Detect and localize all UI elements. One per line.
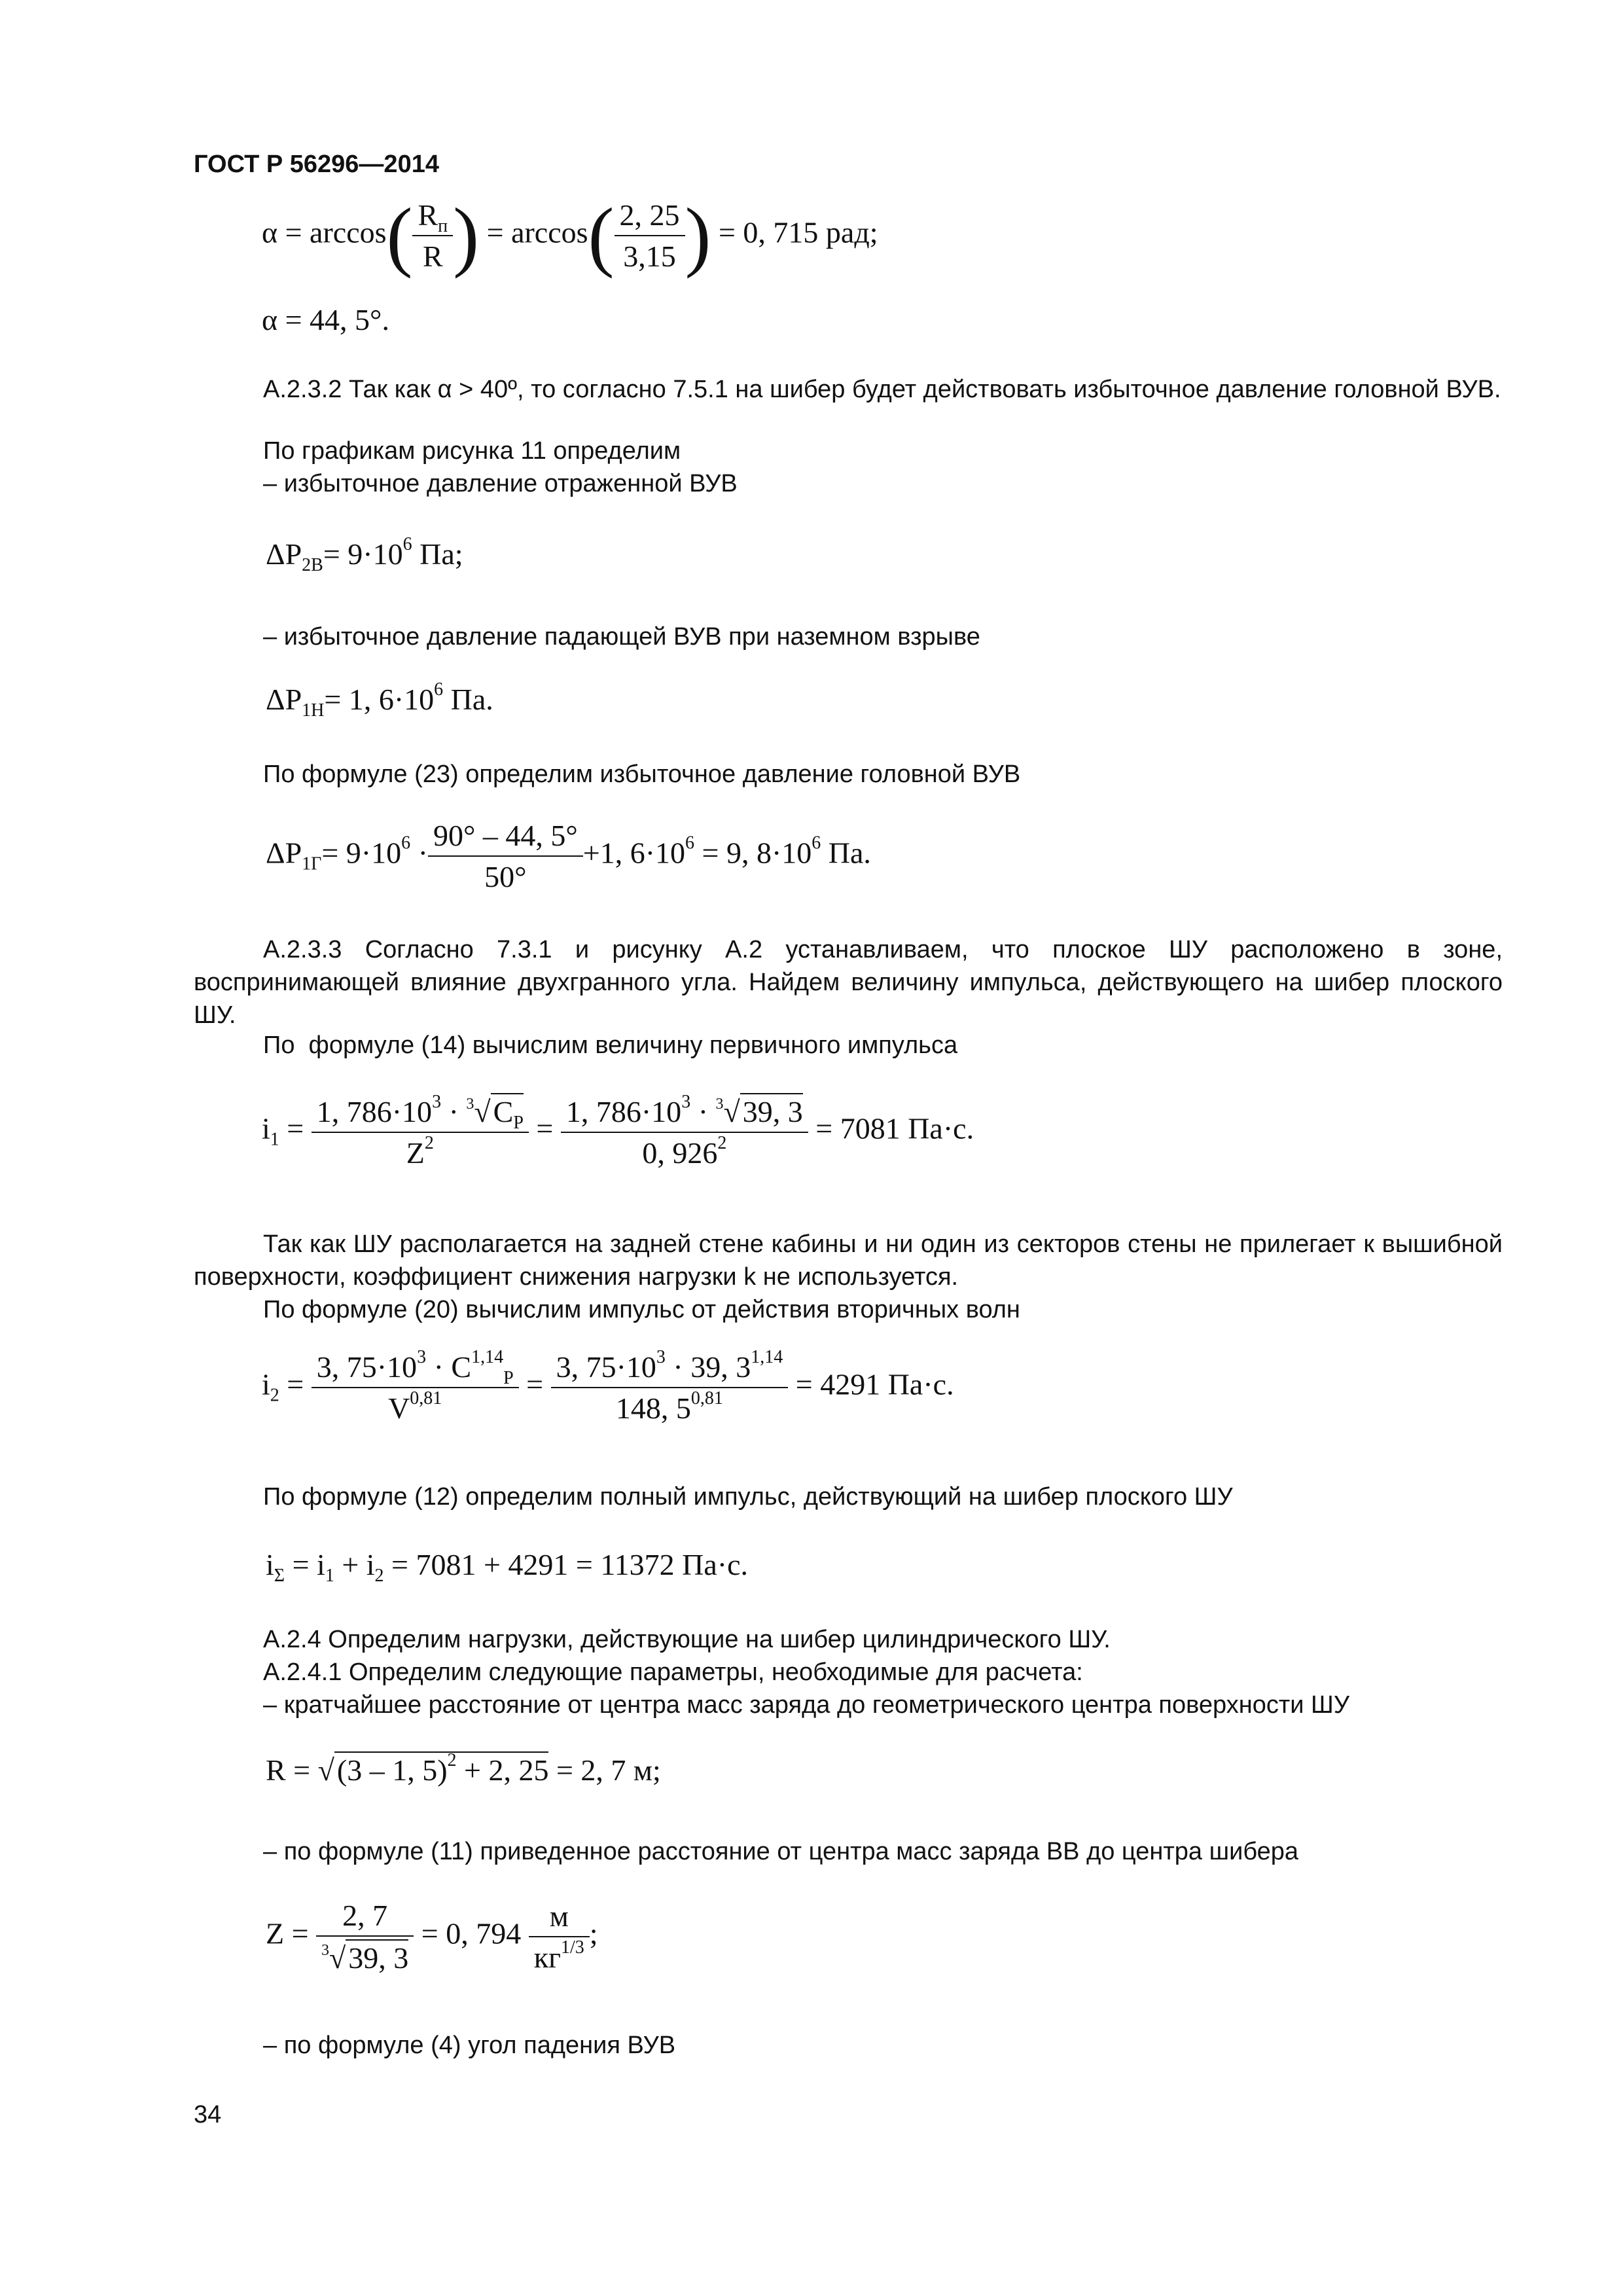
Z-uden: кг: [533, 1941, 561, 1974]
p1n-rhs: = 1, 6·10: [324, 683, 435, 716]
p1g-den: 50°: [428, 855, 583, 894]
i2-num1-tail: · C: [426, 1350, 472, 1384]
p1g-sub: 1Г: [302, 853, 322, 874]
line-formula-14: По формуле (14) вычислим величину первичного импульса: [263, 1031, 958, 1059]
num-225: 2, 25: [619, 198, 680, 232]
R-rad: (3 – 1, 5): [336, 1753, 448, 1787]
p1g-num: 90° – 44, 5°: [433, 819, 578, 852]
den-315: 3,15: [615, 235, 685, 274]
p1n-sub: 1Н: [302, 700, 325, 721]
formula-p1n: [266, 679, 493, 721]
fraction-rn-r: [412, 198, 453, 274]
formula-alpha-rhs: = 0, 715 рад;: [718, 215, 878, 249]
i2-num2-exp: 3: [656, 1347, 666, 1367]
i1-num1-exp: 3: [432, 1092, 442, 1112]
Z-uden-exp: 1/3: [560, 1937, 584, 1958]
p1n-unit: Па.: [443, 683, 493, 716]
i2-fraction-1: [312, 1347, 519, 1426]
i2-num2-tail: · 39, 3: [665, 1350, 751, 1384]
isum-a-sub: 1: [325, 1566, 334, 1586]
isum-rhs: = 7081 + 4291 = 11372 Па·с.: [383, 1548, 749, 1581]
i1-den1-exp: 2: [424, 1133, 434, 1153]
i1-num1-root: C: [493, 1095, 514, 1128]
i1-den2-exp: 2: [717, 1133, 727, 1153]
line-a2-4: А.2.4 Определим нагрузки, действующие на шибер цилиндрического ШУ.: [263, 1626, 1111, 1653]
isum-lhs-sub: Σ: [274, 1566, 285, 1586]
i2-den1-exp: 0,81: [410, 1388, 442, 1408]
i1-fraction-1: $\frac{1, 786\cdot 10^3 \cdot ^3√C_P}{Z^2}$: [312, 1093, 529, 1170]
formula-Z: [266, 1898, 598, 1975]
paren-open: (: [386, 192, 413, 279]
i2-rhs: = 4291 Па·с.: [795, 1367, 954, 1401]
p2v-unit: Па;: [412, 537, 463, 571]
line-a2-4-1: А.2.4.1 Определим следующие параметры, необходимые для расчета:: [263, 1659, 1083, 1686]
line-incident-pressure: – избыточное давление падающей ВУВ при наземном взрыве: [263, 623, 980, 651]
page-number: 34: [194, 2101, 222, 2128]
p2v-sub: 2В: [302, 555, 323, 575]
line-formula-23: По формуле (23) определим избыточное давление головной ВУВ: [263, 761, 1021, 788]
line-shortest-distance: – кратчайшее расстояние от центра масс заряда до геометрического центра поверхности ШУ: [263, 1691, 1349, 1719]
p2v-rhs: = 9·10: [323, 537, 403, 571]
i2-fraction-2: [551, 1347, 789, 1426]
i1-den2: 0, 926: [642, 1136, 718, 1170]
formula-i2: $i_2$ = $\frac{3, 75\cdot 10^3 \cdot C^{1,14}_P}{V^{0,81}}$ = $\frac{3, 75\cdot 10^3 \cdot 39, 3^{1,14}}{148, 5^{0,81}}$ = 4291 Па·с.: [262, 1347, 954, 1425]
R-lhs: R =: [266, 1753, 311, 1787]
p1g-a-exp: 6: [401, 833, 411, 853]
formula-p2v: [266, 534, 463, 575]
p1g-fraction: [428, 818, 583, 894]
Z-den: 39, 3: [346, 1939, 408, 1975]
Z-tail: ;: [589, 1916, 598, 1950]
i1-num2-root: 39, 3: [740, 1093, 803, 1129]
line-by-graphs: По графикам рисунка 11 определим: [263, 437, 681, 465]
p1g-b: +1, 6·10: [582, 836, 686, 870]
formula-alpha-degrees: α = 44, 5°.: [262, 303, 389, 336]
i2-den2: 148, 5: [615, 1391, 691, 1425]
R-rad-tail: + 2, 25: [456, 1753, 549, 1787]
i2-num1-tail-sub: P: [503, 1368, 514, 1388]
isum-lhs: i: [266, 1548, 274, 1581]
i1-eq: =: [279, 1111, 304, 1145]
i1-lhs: i: [262, 1111, 270, 1145]
p1g-c: = 9, 8·10: [694, 836, 812, 870]
line-formula-20: По формуле (20) вычислим импульс от действия вторичных волн: [263, 1296, 1020, 1323]
i2-num2: 3, 75·10: [556, 1350, 656, 1384]
Z-unum: м: [549, 1899, 569, 1933]
i2-lhs: i: [262, 1367, 270, 1401]
i1-den1: Z: [406, 1136, 425, 1170]
fraction-225-315: [615, 198, 685, 274]
i1-lhs-sub: 1: [270, 1129, 279, 1150]
paragraph-a2-3-2: А.2.3.2 Так как α > 40º, то согласно 7.5.1 на шибер будет действовать избыточное давление головной ВУВ.: [263, 376, 1501, 403]
Z-num: 2, 7: [342, 1899, 388, 1932]
paragraph-a2-3-3: А.2.3.3 Согласно 7.3.1 и рисунку А.2 устанавливаем, что плоское ШУ расположено в зоне, воспринимающей влияние двухгранного угла. Найдем величину импульса, действующего на шибер плоского ШУ.: [194, 936, 1503, 1029]
Z-lhs: Z =: [266, 1916, 309, 1950]
paren-close-2: ): [685, 192, 711, 279]
Z-mid: = 0, 794: [421, 1916, 522, 1950]
i1-rhs: = 7081 Па·с.: [815, 1111, 974, 1145]
paragraph-since: Так как ШУ располагается на задней стене кабины и ни один из секторов стены не прилегает к вышибной поверхности, коэффициент снижения нагрузки k не используется.: [194, 1230, 1503, 1291]
formula-alpha-lhs: α = arccos: [262, 215, 387, 249]
i1-num2: 1, 786·10: [565, 1095, 682, 1128]
document-header: ГОСТ Р 56296—2014: [194, 151, 439, 178]
formula-i1: $i_1$ = $\frac{1, 786\cdot 10^3 \cdot ^3√C_P}{Z^2}$ = $\frac{1, 786\cdot 10^3 \cdot ^3√39, 3}{0, 926^2}$ = 7081 Па·с.: [262, 1092, 974, 1170]
line-formula-4: – по формуле (4) угол падения ВУВ: [263, 2032, 676, 2059]
den-r: R: [412, 235, 453, 274]
i1-num1-root-idx: 3: [466, 1096, 474, 1113]
i1-num1-root-sub: P: [513, 1113, 524, 1133]
p1n-exp: 6: [434, 679, 444, 700]
isum-b: + i: [334, 1548, 375, 1581]
line-formula-11: – по формуле (11) приведенное расстояние от центра масс заряда ВВ до центра шибера: [263, 1838, 1299, 1865]
i1-fraction-2: $\frac{1, 786\cdot 10^3 \cdot ^3√39, 3}{0, 926^2}$: [561, 1093, 808, 1170]
i2-num1-tail-exp: 1,14: [471, 1347, 504, 1367]
formula-alpha: [262, 192, 878, 279]
R-rad-exp: 2: [447, 1750, 457, 1770]
R-rhs: = 2, 7 м;: [548, 1753, 661, 1787]
i1-num2-exp: 3: [681, 1092, 691, 1112]
i2-num2-tail-exp: 1,14: [751, 1347, 783, 1367]
formula-alpha-mid: = arccos: [486, 215, 588, 249]
paren-close: ): [453, 192, 480, 279]
formula-R: R = √(3 – 1, 5)$^2$ + 2, 25 = 2, 7 м;: [266, 1750, 661, 1787]
Z-unit-fraction: [529, 1899, 590, 1975]
i1-num1: 1, 786·10: [316, 1095, 433, 1128]
i2-num1-exp: 3: [417, 1347, 427, 1367]
Z-fraction: $\frac{2, 7}{^3√39, 3}$: [316, 1898, 414, 1975]
line-formula-12: По формуле (12) определим полный импульс, действующий на шибер плоского ШУ: [263, 1483, 1233, 1511]
p2v-lhs: ΔP: [266, 537, 302, 571]
isum-a: = i: [285, 1548, 325, 1581]
p1g-lhs: ΔP: [266, 836, 302, 870]
i2-lhs-sub: 2: [270, 1385, 279, 1406]
Z-den-idx: 3: [321, 1942, 330, 1959]
num-r: R: [418, 198, 438, 232]
isum-b-sub: 2: [374, 1566, 384, 1586]
paren-open-2: (: [588, 192, 615, 279]
p1g-unit: Па.: [821, 836, 871, 870]
p2v-exp: 6: [402, 534, 412, 554]
p1g-c-exp: 6: [812, 833, 821, 853]
p1g-a: = 9·10: [321, 836, 402, 870]
i2-den1: V: [388, 1391, 410, 1425]
i2-den2-exp: 0,81: [690, 1388, 723, 1408]
i2-eq: =: [279, 1367, 304, 1401]
num-r-sub: п: [438, 216, 448, 236]
formula-p1g: [266, 818, 871, 894]
i1-num2-root-idx: 3: [715, 1096, 724, 1113]
formula-isum: [266, 1547, 749, 1586]
p1g-b-exp: 6: [685, 833, 695, 853]
p1g-dot: ·: [410, 836, 428, 870]
p1n-lhs: ΔP: [266, 683, 302, 716]
i2-num1: 3, 75·10: [316, 1350, 418, 1384]
line-reflected-pressure: – избыточное давление отраженной ВУВ: [263, 470, 738, 497]
